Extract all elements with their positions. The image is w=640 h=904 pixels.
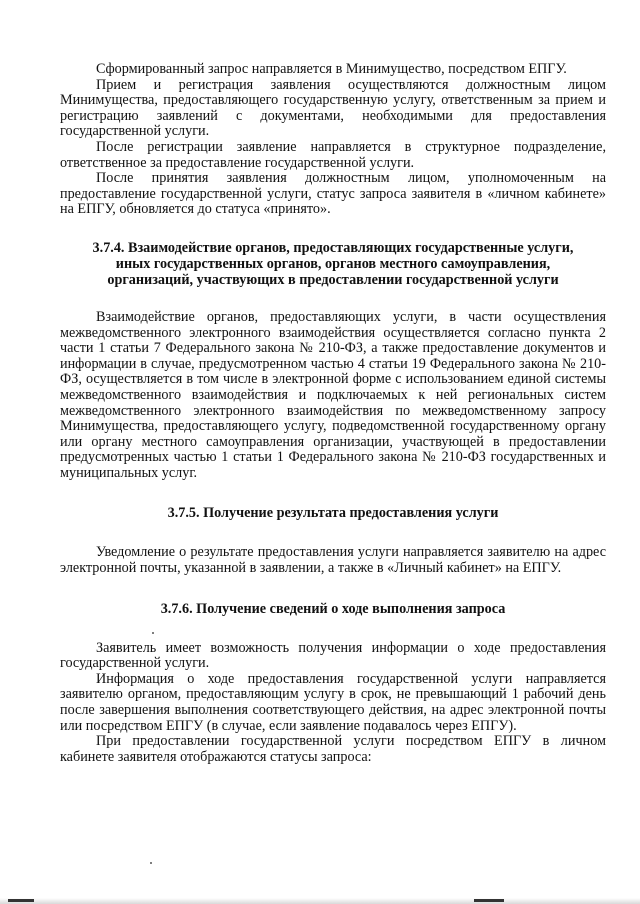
section-3-7-6-paragraph-2: Информация о ходе предоставления государственной услуги направляется заявителю органом, предоставляющим услугу в срок, не превышающий 1 рабочий день после завершения выполнения соответствующего действия, на адрес электронной почты или посредством ЕПГУ (в случае, если заявление подавалось через ЕПГУ).: [60, 670, 606, 734]
section-3-7-4-heading-line-2: иных государственных органов, органов местного самоуправления,: [115, 255, 551, 272]
intro-paragraph-1: Сформированный запрос направляется в Минимущество, посредством ЕПГУ.: [96, 61, 567, 77]
section-3-7-4-heading: [60, 240, 606, 288]
intro-paragraph-4: После принятия заявления должностным лицом, уполномоченным на предоставление государственной услуги, статус запроса заявителя в «личном кабинете» на ЕПГУ, обновляется до статуса «принято».: [60, 170, 606, 218]
section-3-7-4-heading-line-3: организаций, участвующих в предоставлении государственной услуги: [107, 271, 559, 288]
section-3-7-6-paragraph-3: При предоставлении государственной услуги посредством ЕПГУ в личном кабинете заявителя отображаются статусы запроса:: [60, 733, 606, 765]
section-3-7-6-heading: 3.7.6. Получение сведений о ходе выполнения запроса: [160, 600, 506, 617]
scan-edge-mark: [8, 899, 34, 902]
scan-bottom-edge: [0, 898, 640, 904]
scan-speck: [152, 632, 154, 634]
scan-speck: [150, 862, 152, 864]
intro-paragraph-3: После регистрации заявление направляется в структурное подразделение, ответственное за предоставление государственной услуги.: [60, 138, 606, 171]
section-3-7-5-paragraph: Уведомление о результате предоставления услуги направляется заявителю на адрес электронной почты, указанной в заявлении, а также в «Личный кабинет» на ЕПГУ.: [60, 544, 606, 577]
section-3-7-4-paragraph: Взаимодействие органов, предоставляющих услуги, в части осуществления межведомственного электронного взаимодействия осуществляется согласно пункта 2 части 1 статьи 7 Федерального закона № 210-ФЗ, а также предоставление документов и информации в случае, предусмотренном частью 4 статьи 19 Федерального закона № 210-ФЗ, осуществляется в том числе в электронной форме с использованием единой системы межведомственного взаимодействия и подключаемых к ней региональных систем межведомственного электронного взаимодействия по межведомственному запросу Минимущества, предоставляющего услугу, подведомственной государственному органу или органу местного самоуправления организации, участвующей в предоставлении предусмотренных частью 1 статьи 1 Федерального закона № 210-ФЗ государственных и муниципальных услуг.: [60, 308, 606, 481]
section-3-7-4-heading-line-1: 3.7.4. Взаимодействие органов, предоставляющих государственные услуги,: [92, 239, 574, 256]
section-3-7-5-heading: 3.7.5. Получение результата предоставления услуги: [167, 505, 499, 522]
scan-edge-mark: [474, 899, 504, 902]
section-3-7-6-paragraph-1: Заявитель имеет возможность получения информации о ходе предоставления государственной услуги.: [60, 639, 606, 672]
intro-paragraph-2: Прием и регистрация заявления осуществляются должностным лицом Минимущества, предоставляющего государственную услугу, ответственным за прием и регистрацию заявлений с документами, необходимыми для предоставления государственной услуги.: [60, 76, 606, 140]
document-body: [60, 62, 606, 765]
